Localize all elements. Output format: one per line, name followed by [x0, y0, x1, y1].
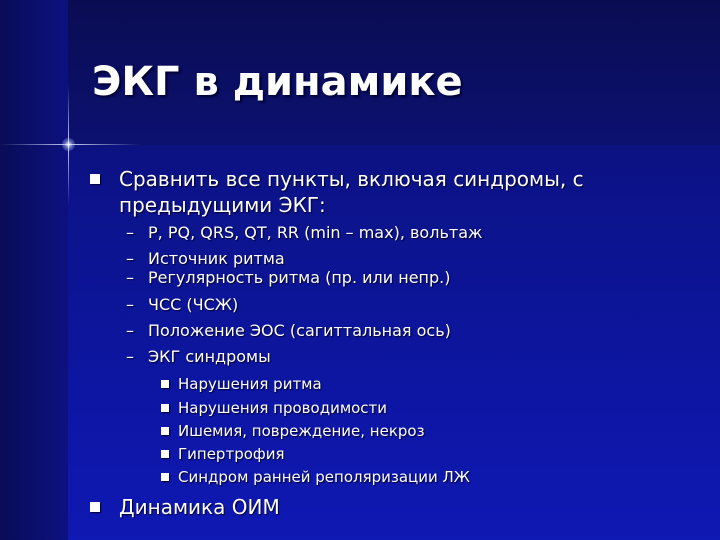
bullet-compare-line2: предыдущими ЭКГ:: [119, 193, 326, 217]
subitem-text: Положение ЭОС (сагиттальная ось): [148, 321, 451, 340]
subitem-text: ЧСС (ЧСЖ): [148, 295, 239, 314]
dash-bullet-icon: –: [126, 321, 134, 340]
square-bullet-icon: [161, 427, 169, 435]
subitem-text: P, PQ, QRS, QT, RR (min – max), вольтаж: [148, 223, 483, 242]
dash-bullet-icon: –: [126, 223, 134, 242]
subitem-text: Источник ритма: [148, 249, 285, 268]
syndrome-text: Нарушения ритма: [178, 375, 322, 393]
dash-bullet-icon: –: [126, 249, 134, 268]
bullet-ami-dynamics-text: Динамика ОИМ: [119, 495, 280, 519]
square-bullet-icon: [161, 450, 169, 458]
square-bullet-icon: [161, 380, 169, 388]
syndrome-text: Синдром ранней реполяризации ЛЖ: [178, 468, 470, 486]
dash-bullet-icon: –: [126, 347, 134, 366]
dash-bullet-icon: –: [126, 268, 134, 287]
square-bullet-icon: [161, 404, 169, 412]
bullet-compare-line1: Сравнить все пункты, включая синдромы, с: [119, 167, 584, 191]
syndrome-text: Гипертрофия: [178, 445, 285, 463]
syndrome-text: Ишемия, повреждение, некроз: [178, 422, 425, 440]
square-bullet-icon: [161, 473, 169, 481]
dash-bullet-icon: –: [126, 295, 134, 314]
square-bullet-icon: [90, 174, 100, 184]
subitem-text: ЭКГ синдромы: [148, 347, 271, 366]
subitem-text: Регулярность ритма (пр. или непр.): [148, 268, 451, 287]
syndrome-text: Нарушения проводимости: [178, 399, 388, 417]
slide-title: ЭКГ в динамике: [92, 59, 463, 105]
square-bullet-icon: [90, 502, 100, 512]
